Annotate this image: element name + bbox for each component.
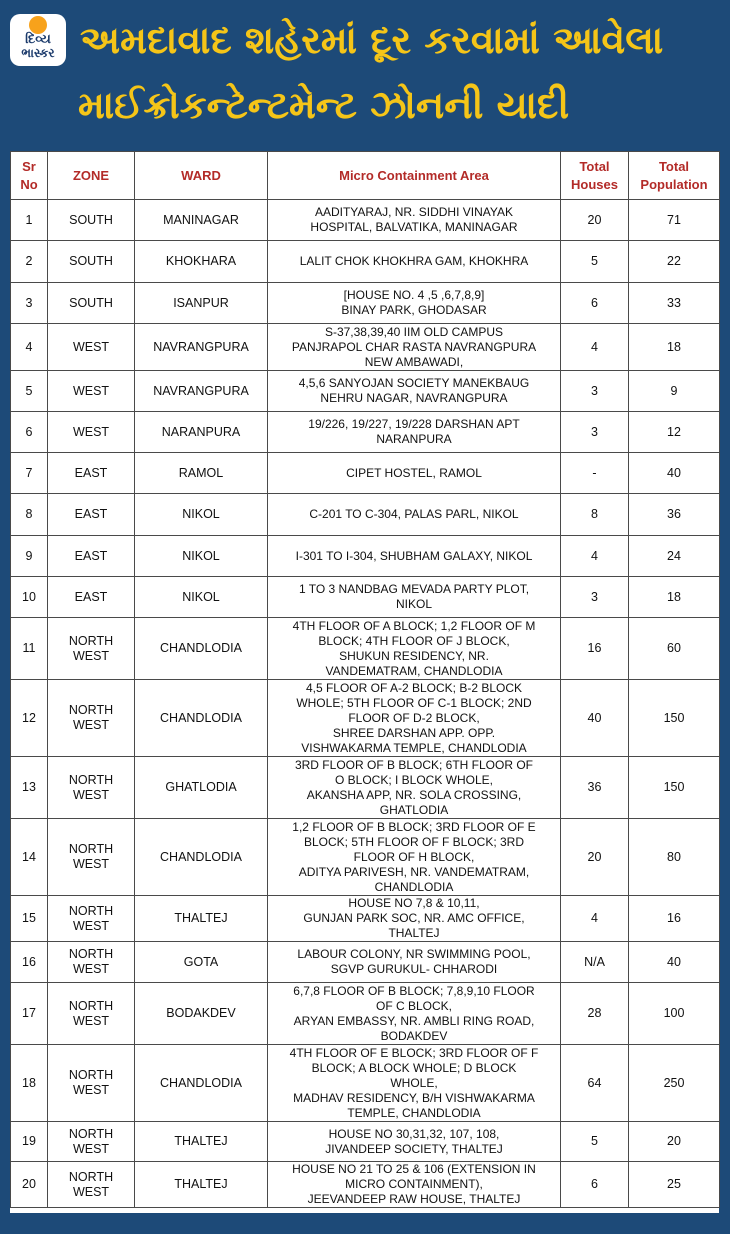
cell-total-houses: 5 [561, 241, 629, 283]
cell-ward: NAVRANGPURA [135, 324, 268, 371]
cell-total-population: 25 [629, 1162, 720, 1208]
containment-table-container [10, 151, 719, 1213]
cell-zone: NORTH WEST [48, 983, 135, 1045]
cell-ward: NIKOL [135, 577, 268, 618]
table-row [11, 200, 720, 241]
cell-sr-no: 11 [11, 618, 48, 680]
containment-table [10, 151, 720, 1208]
cell-area: 19/226, 19/227, 19/228 DARSHAN APT NARANPURA [268, 412, 561, 453]
cell-total-population: 16 [629, 896, 720, 942]
cell-total-houses: 20 [561, 819, 629, 896]
cell-zone: NORTH WEST [48, 618, 135, 680]
cell-ward: CHANDLODIA [135, 819, 268, 896]
cell-total-houses: 4 [561, 536, 629, 577]
cell-zone: NORTH WEST [48, 942, 135, 983]
table-row [11, 983, 720, 1045]
cell-sr-no: 20 [11, 1162, 48, 1208]
cell-ward: NIKOL [135, 494, 268, 536]
cell-total-houses: 6 [561, 283, 629, 324]
page-title-line2: માઈક્રોકન્ટેન્ટમેન્ટ ઝોનની યાદી [78, 83, 570, 127]
cell-area: I-301 TO I-304, SHUBHAM GALAXY, NIKOL [268, 536, 561, 577]
cell-sr-no: 4 [11, 324, 48, 371]
cell-total-population: 36 [629, 494, 720, 536]
cell-area: 6,7,8 FLOOR OF B BLOCK; 7,8,9,10 FLOOR OF C BLOCK, ARYAN EMBASSY, NR. AMBLI RING ROAD, BODAKDEV [268, 983, 561, 1045]
cell-zone: SOUTH [48, 241, 135, 283]
cell-zone: NORTH WEST [48, 1162, 135, 1208]
cell-total-houses: 4 [561, 324, 629, 371]
cell-zone: EAST [48, 577, 135, 618]
cell-area: 1,2 FLOOR OF B BLOCK; 3RD FLOOR OF E BLOCK; 5TH FLOOR OF F BLOCK; 3RD FLOOR OF H BLOCK, ADITYA PARIVESH, NR. VANDEMATRAM, CHANDLODIA [268, 819, 561, 896]
cell-total-houses: 16 [561, 618, 629, 680]
cell-area: [HOUSE NO. 4 ,5 ,6,7,8,9] BINAY PARK, GHODASAR [268, 283, 561, 324]
cell-total-houses: 5 [561, 1122, 629, 1162]
cell-total-houses: N/A [561, 942, 629, 983]
cell-total-houses: 4 [561, 896, 629, 942]
cell-sr-no: 16 [11, 942, 48, 983]
cell-total-population: 20 [629, 1122, 720, 1162]
cell-total-houses: 20 [561, 200, 629, 241]
cell-area: AADITYARAJ, NR. SIDDHI VINAYAK HOSPITAL, BALVATIKA, MANINAGAR [268, 200, 561, 241]
cell-sr-no: 10 [11, 577, 48, 618]
cell-total-population: 33 [629, 283, 720, 324]
table-row [11, 283, 720, 324]
cell-ward: CHANDLODIA [135, 1045, 268, 1122]
cell-ward: CHANDLODIA [135, 618, 268, 680]
cell-area: S-37,38,39,40 IIM OLD CAMPUS PANJRAPOL CHAR RASTA NAVRANGPURA NEW AMBAWADI, [268, 324, 561, 371]
cell-zone: NORTH WEST [48, 819, 135, 896]
header-banner [0, 0, 730, 145]
table-row [11, 1045, 720, 1122]
cell-total-houses: 28 [561, 983, 629, 1045]
page-title-line1: અમદાવાદ શહેરમાં દૂર કરવામાં આવેલા [80, 18, 664, 62]
header-sr-no: Sr No [11, 152, 48, 200]
cell-area: HOUSE NO 21 TO 25 & 106 (EXTENSION IN MICRO CONTAINMENT), JEEVANDEEP RAW HOUSE, THALTEJ [268, 1162, 561, 1208]
table-row [11, 412, 720, 453]
cell-zone: EAST [48, 453, 135, 494]
cell-area: CIPET HOSTEL, RAMOL [268, 453, 561, 494]
cell-ward: MANINAGAR [135, 200, 268, 241]
cell-area: 4TH FLOOR OF E BLOCK; 3RD FLOOR OF F BLOCK; A BLOCK WHOLE; D BLOCK WHOLE, MADHAV RESIDENCY, B/H VISHWAKARMA TEMPLE, CHANDLODIA [268, 1045, 561, 1122]
cell-ward: GOTA [135, 942, 268, 983]
cell-ward: THALTEJ [135, 896, 268, 942]
cell-total-population: 40 [629, 453, 720, 494]
cell-total-population: 250 [629, 1045, 720, 1122]
cell-total-houses: 3 [561, 577, 629, 618]
cell-zone: WEST [48, 324, 135, 371]
cell-total-population: 40 [629, 942, 720, 983]
cell-sr-no: 3 [11, 283, 48, 324]
cell-sr-no: 2 [11, 241, 48, 283]
cell-total-population: 18 [629, 577, 720, 618]
table-row [11, 494, 720, 536]
cell-total-population: 60 [629, 618, 720, 680]
table-row [11, 896, 720, 942]
cell-total-houses: 36 [561, 757, 629, 819]
header-ward: WARD [135, 152, 268, 200]
cell-sr-no: 17 [11, 983, 48, 1045]
cell-sr-no: 5 [11, 371, 48, 412]
cell-ward: ISANPUR [135, 283, 268, 324]
cell-total-houses: 3 [561, 371, 629, 412]
cell-ward: RAMOL [135, 453, 268, 494]
cell-sr-no: 13 [11, 757, 48, 819]
cell-total-population: 80 [629, 819, 720, 896]
cell-sr-no: 9 [11, 536, 48, 577]
table-row [11, 453, 720, 494]
logo-text-line1: દિવ્ય [25, 31, 51, 46]
cell-sr-no: 15 [11, 896, 48, 942]
cell-area: LABOUR COLONY, NR SWIMMING POOL, SGVP GURUKUL- CHHARODI [268, 942, 561, 983]
cell-area: LALIT CHOK KHOKHRA GAM, KHOKHRA [268, 241, 561, 283]
cell-total-houses: 3 [561, 412, 629, 453]
header-area: Micro Containment Area [268, 152, 561, 200]
table-row [11, 324, 720, 371]
cell-ward: THALTEJ [135, 1162, 268, 1208]
table-row [11, 757, 720, 819]
table-row [11, 371, 720, 412]
cell-total-houses: 6 [561, 1162, 629, 1208]
cell-total-population: 18 [629, 324, 720, 371]
table-row [11, 680, 720, 757]
cell-ward: NARANPURA [135, 412, 268, 453]
table-row [11, 1122, 720, 1162]
table-row [11, 1162, 720, 1208]
cell-sr-no: 12 [11, 680, 48, 757]
cell-area: 1 TO 3 NANDBAG MEVADA PARTY PLOT, NIKOL [268, 577, 561, 618]
table-header-row [11, 152, 720, 200]
cell-total-population: 12 [629, 412, 720, 453]
cell-sr-no: 14 [11, 819, 48, 896]
cell-zone: NORTH WEST [48, 1045, 135, 1122]
cell-total-population: 71 [629, 200, 720, 241]
cell-sr-no: 8 [11, 494, 48, 536]
cell-total-population: 22 [629, 241, 720, 283]
header-zone: ZONE [48, 152, 135, 200]
cell-ward: KHOKHARA [135, 241, 268, 283]
cell-total-population: 24 [629, 536, 720, 577]
cell-zone: EAST [48, 494, 135, 536]
cell-total-population: 100 [629, 983, 720, 1045]
header-total-population: Total Population [629, 152, 720, 200]
cell-total-houses: 40 [561, 680, 629, 757]
cell-zone: WEST [48, 412, 135, 453]
cell-zone: NORTH WEST [48, 896, 135, 942]
cell-area: HOUSE NO 7,8 & 10,11, GUNJAN PARK SOC, NR. AMC OFFICE, THALTEJ [268, 896, 561, 942]
cell-area: 4TH FLOOR OF A BLOCK; 1,2 FLOOR OF M BLOCK; 4TH FLOOR OF J BLOCK, SHUKUN RESIDENCY, NR. VANDEMATRAM, CHANDLODIA [268, 618, 561, 680]
cell-ward: NIKOL [135, 536, 268, 577]
cell-total-population: 150 [629, 680, 720, 757]
cell-total-houses: - [561, 453, 629, 494]
cell-sr-no: 1 [11, 200, 48, 241]
cell-zone: NORTH WEST [48, 757, 135, 819]
logo-text-line2: ભાસ્કર [21, 46, 55, 60]
cell-ward: BODAKDEV [135, 983, 268, 1045]
table-row [11, 942, 720, 983]
table-row [11, 241, 720, 283]
cell-sr-no: 7 [11, 453, 48, 494]
cell-ward: CHANDLODIA [135, 680, 268, 757]
cell-total-houses: 64 [561, 1045, 629, 1122]
cell-sr-no: 19 [11, 1122, 48, 1162]
cell-total-population: 150 [629, 757, 720, 819]
cell-sr-no: 18 [11, 1045, 48, 1122]
brand-logo [10, 14, 66, 66]
cell-area: 4,5,6 SANYOJAN SOCIETY MANEKBAUG NEHRU NAGAR, NAVRANGPURA [268, 371, 561, 412]
table-row [11, 819, 720, 896]
cell-area: C-201 TO C-304, PALAS PARL, NIKOL [268, 494, 561, 536]
cell-area: 4,5 FLOOR OF A-2 BLOCK; B-2 BLOCK WHOLE; 5TH FLOOR OF C-1 BLOCK; 2ND FLOOR OF D-2 BLOCK, SHREE DARSHAN APP. OPP. VISHWAKARMA TEMPLE, CHANDLODIA [268, 680, 561, 757]
cell-zone: NORTH WEST [48, 680, 135, 757]
cell-total-population: 9 [629, 371, 720, 412]
table-row [11, 536, 720, 577]
cell-zone: SOUTH [48, 200, 135, 241]
table-row [11, 577, 720, 618]
table-row [11, 618, 720, 680]
header-total-houses: Total Houses [561, 152, 629, 200]
cell-zone: SOUTH [48, 283, 135, 324]
cell-ward: NAVRANGPURA [135, 371, 268, 412]
cell-zone: WEST [48, 371, 135, 412]
cell-zone: NORTH WEST [48, 1122, 135, 1162]
cell-area: HOUSE NO 30,31,32, 107, 108, JIVANDEEP SOCIETY, THALTEJ [268, 1122, 561, 1162]
cell-sr-no: 6 [11, 412, 48, 453]
cell-area: 3RD FLOOR OF B BLOCK; 6TH FLOOR OF O BLOCK; I BLOCK WHOLE, AKANSHA APP, NR. SOLA CROSSING, GHATLODIA [268, 757, 561, 819]
cell-ward: THALTEJ [135, 1122, 268, 1162]
cell-ward: GHATLODIA [135, 757, 268, 819]
cell-zone: EAST [48, 536, 135, 577]
cell-total-houses: 8 [561, 494, 629, 536]
